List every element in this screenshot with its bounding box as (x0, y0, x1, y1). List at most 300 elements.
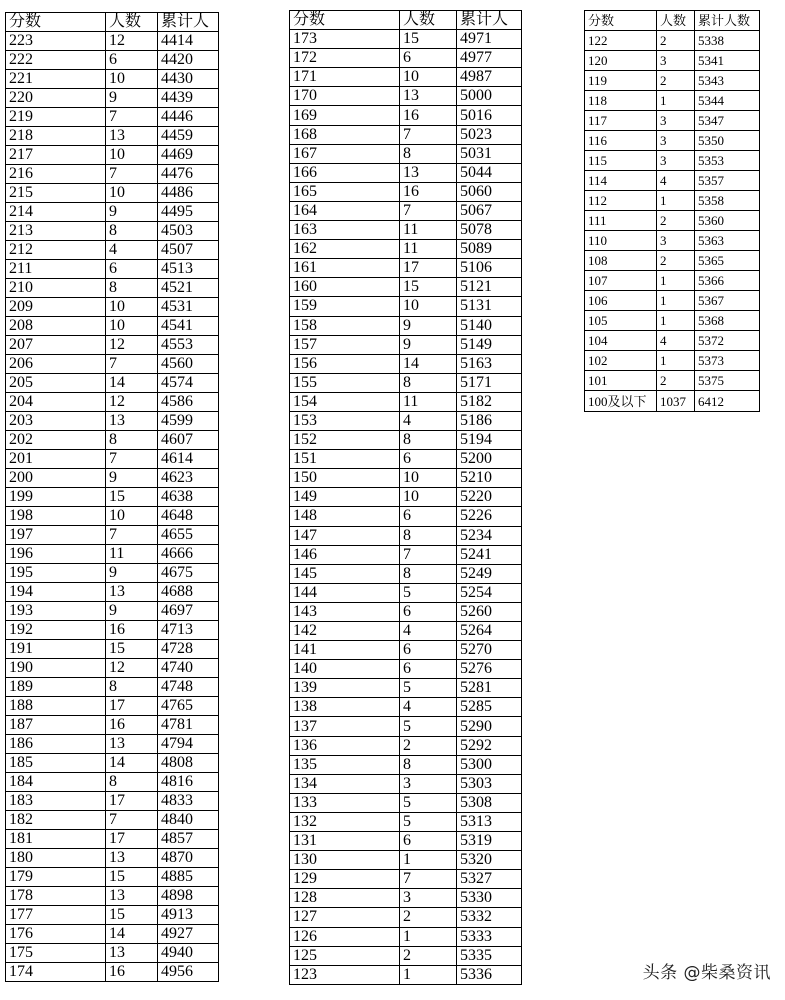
count-cell: 1 (657, 271, 695, 291)
table-row (6, 127, 219, 146)
table-row (6, 564, 219, 583)
table-row (6, 51, 219, 70)
count-cell: 2 (657, 31, 695, 51)
score-cell: 188 (6, 697, 106, 716)
count-cell: 2 (657, 71, 695, 91)
cumulative-cell: 5372 (695, 331, 760, 351)
table-row (290, 182, 522, 201)
count-cell: 10 (106, 298, 158, 317)
table-row (290, 602, 522, 621)
count-cell: 8 (400, 144, 457, 163)
table-row (6, 887, 219, 906)
count-cell: 3 (657, 231, 695, 251)
cumulative-cell: 6412 (695, 391, 760, 412)
score-cell: 219 (6, 108, 106, 127)
table-row (290, 431, 522, 450)
table-row (290, 87, 522, 106)
table-row (585, 251, 760, 271)
table-row (290, 832, 522, 851)
cumulative-cell: 5000 (457, 87, 522, 106)
cumulative-cell: 5353 (695, 151, 760, 171)
count-cell: 15 (106, 640, 158, 659)
count-cell: 16 (106, 621, 158, 640)
count-cell: 7 (106, 108, 158, 127)
count-cell: 7 (400, 870, 457, 889)
cumulative-cell: 4513 (158, 260, 219, 279)
score-cell: 191 (6, 640, 106, 659)
score-cell: 139 (290, 679, 400, 698)
score-cell: 150 (290, 469, 400, 488)
score-cell: 194 (6, 583, 106, 602)
score-cell: 165 (290, 182, 400, 201)
score-cell: 161 (290, 259, 400, 278)
table-row (6, 260, 219, 279)
table-row (290, 698, 522, 717)
count-cell: 6 (400, 641, 457, 660)
score-cell: 164 (290, 201, 400, 220)
score-cell: 143 (290, 602, 400, 621)
cumulative-cell: 5285 (457, 698, 522, 717)
count-cell: 8 (106, 222, 158, 241)
count-cell: 2 (400, 946, 457, 965)
cumulative-cell: 5067 (457, 201, 522, 220)
score-cell: 135 (290, 755, 400, 774)
cumulative-cell: 4439 (158, 89, 219, 108)
score-cell: 197 (6, 526, 106, 545)
cumulative-cell: 5375 (695, 371, 760, 391)
cumulative-cell: 5078 (457, 221, 522, 240)
count-cell: 14 (106, 754, 158, 773)
count-cell: 10 (400, 488, 457, 507)
count-cell: 14 (106, 374, 158, 393)
table-row (290, 774, 522, 793)
score-cell: 138 (290, 698, 400, 717)
table-row (6, 545, 219, 564)
table-row (6, 963, 219, 982)
count-cell: 3 (657, 151, 695, 171)
table-row (585, 71, 760, 91)
score-cell: 111 (585, 211, 657, 231)
table-row (585, 191, 760, 211)
score-cell: 146 (290, 545, 400, 564)
cumulative-cell: 5140 (457, 316, 522, 335)
count-cell: 3 (657, 51, 695, 71)
count-cell: 13 (106, 735, 158, 754)
cumulative-cell: 4808 (158, 754, 219, 773)
score-cell: 154 (290, 392, 400, 411)
score-cell: 215 (6, 184, 106, 203)
table-row (290, 526, 522, 545)
cumulative-cell: 5367 (695, 291, 760, 311)
count-cell: 4 (657, 171, 695, 191)
cumulative-cell: 5327 (457, 870, 522, 889)
count-cell: 10 (106, 146, 158, 165)
count-cell: 17 (106, 792, 158, 811)
count-cell: 6 (400, 660, 457, 679)
table-row (290, 49, 522, 68)
score-cell: 169 (290, 106, 400, 125)
table-row (6, 146, 219, 165)
score-cell: 185 (6, 754, 106, 773)
score-cell: 125 (290, 946, 400, 965)
table-row (585, 151, 760, 171)
score-cell: 220 (6, 89, 106, 108)
count-cell: 1 (657, 91, 695, 111)
cumulative-cell: 5220 (457, 488, 522, 507)
cumulative-cell: 4666 (158, 545, 219, 564)
table-row (290, 488, 522, 507)
table-row (290, 30, 522, 49)
score-cell: 100及以下 (585, 391, 657, 412)
score-cell: 137 (290, 717, 400, 736)
score-cell: 180 (6, 849, 106, 868)
cumulative-cell: 4586 (158, 393, 219, 412)
table-row (290, 450, 522, 469)
score-cell: 207 (6, 336, 106, 355)
score-cell: 129 (290, 870, 400, 889)
score-cell: 177 (6, 906, 106, 925)
cumulative-cell: 5149 (457, 335, 522, 354)
count-cell: 4 (400, 698, 457, 717)
count-cell: 15 (400, 30, 457, 49)
count-cell: 13 (106, 944, 158, 963)
count-cell: 13 (106, 127, 158, 146)
table-row (585, 111, 760, 131)
score-cell: 117 (585, 111, 657, 131)
cumulative-cell: 5270 (457, 641, 522, 660)
score-cell: 175 (6, 944, 106, 963)
cumulative-cell: 5254 (457, 583, 522, 602)
table-row (290, 965, 522, 984)
score-cell: 141 (290, 641, 400, 660)
table-row (585, 351, 760, 371)
count-cell: 8 (106, 279, 158, 298)
table-row (6, 165, 219, 184)
count-cell: 2 (400, 908, 457, 927)
count-cell: 9 (106, 203, 158, 222)
table-row (290, 144, 522, 163)
table-row (290, 946, 522, 965)
table-row (6, 374, 219, 393)
cumulative-cell: 5264 (457, 622, 522, 641)
cumulative-cell: 5347 (695, 111, 760, 131)
table-row (290, 545, 522, 564)
count-cell: 7 (400, 125, 457, 144)
count-cell: 8 (400, 431, 457, 450)
count-cell: 10 (400, 68, 457, 87)
table-row (6, 716, 219, 735)
table-row (6, 602, 219, 621)
count-cell: 13 (106, 887, 158, 906)
cumulative-cell: 5330 (457, 889, 522, 908)
cumulative-cell: 4977 (457, 49, 522, 68)
cumulative-cell: 4971 (457, 30, 522, 49)
score-cell: 112 (585, 191, 657, 211)
table-row (6, 678, 219, 697)
cumulative-cell: 5241 (457, 545, 522, 564)
score-table-3 (584, 10, 760, 412)
cumulative-cell: 5276 (457, 660, 522, 679)
count-cell: 6 (400, 450, 457, 469)
table-row (6, 526, 219, 545)
table-row (585, 231, 760, 251)
table-row (6, 697, 219, 716)
cumulative-cell: 4956 (158, 963, 219, 982)
table-row (585, 391, 760, 412)
score-cell: 202 (6, 431, 106, 450)
cumulative-cell: 4794 (158, 735, 219, 754)
table-row (290, 812, 522, 831)
table-row (585, 211, 760, 231)
cumulative-cell: 4476 (158, 165, 219, 184)
score-cell: 184 (6, 773, 106, 792)
score-cell: 118 (585, 91, 657, 111)
count-cell: 10 (106, 70, 158, 89)
count-cell: 5 (400, 583, 457, 602)
cumulative-cell: 5358 (695, 191, 760, 211)
cumulative-cell: 4913 (158, 906, 219, 925)
count-cell: 8 (400, 564, 457, 583)
cumulative-cell: 4495 (158, 203, 219, 222)
cumulative-cell: 4521 (158, 279, 219, 298)
table-row (6, 811, 219, 830)
cumulative-cell: 5200 (457, 450, 522, 469)
cumulative-cell: 4655 (158, 526, 219, 545)
count-cell: 9 (106, 602, 158, 621)
table-row (6, 906, 219, 925)
score-cell: 126 (290, 927, 400, 946)
header-count: 人数 (400, 11, 457, 30)
table-row (290, 717, 522, 736)
count-cell: 14 (106, 925, 158, 944)
score-cell: 116 (585, 131, 657, 151)
table-row (6, 849, 219, 868)
cumulative-cell: 5182 (457, 392, 522, 411)
count-cell: 5 (400, 812, 457, 831)
count-cell: 11 (106, 545, 158, 564)
table-row (290, 221, 522, 240)
score-cell: 221 (6, 70, 106, 89)
count-cell: 10 (106, 317, 158, 336)
cumulative-cell: 4553 (158, 336, 219, 355)
cumulative-cell: 4697 (158, 602, 219, 621)
cumulative-cell: 4781 (158, 716, 219, 735)
score-cell: 131 (290, 832, 400, 851)
count-cell: 2 (400, 736, 457, 755)
count-cell: 12 (106, 659, 158, 678)
table-row (585, 271, 760, 291)
header-row (585, 11, 760, 31)
count-cell: 1 (657, 311, 695, 331)
count-cell: 8 (400, 526, 457, 545)
table-row (6, 450, 219, 469)
cumulative-cell: 5357 (695, 171, 760, 191)
header-row (6, 13, 219, 32)
count-cell: 16 (400, 182, 457, 201)
table-row (6, 583, 219, 602)
score-cell: 187 (6, 716, 106, 735)
table-row (290, 259, 522, 278)
table-row (290, 908, 522, 927)
table-row (290, 297, 522, 316)
count-cell: 1 (400, 927, 457, 946)
score-cell: 120 (585, 51, 657, 71)
score-cell: 151 (290, 450, 400, 469)
table-row (290, 927, 522, 946)
count-cell: 12 (106, 32, 158, 51)
score-cell: 133 (290, 793, 400, 812)
cumulative-cell: 5089 (457, 240, 522, 259)
cumulative-cell: 4713 (158, 621, 219, 640)
header-row (290, 11, 522, 30)
cumulative-cell: 5336 (457, 965, 522, 984)
count-cell: 1 (657, 351, 695, 371)
cumulative-cell: 4599 (158, 412, 219, 431)
score-cell: 157 (290, 335, 400, 354)
table-row (6, 792, 219, 811)
cumulative-cell: 4940 (158, 944, 219, 963)
score-cell: 176 (6, 925, 106, 944)
cumulative-cell: 5360 (695, 211, 760, 231)
count-cell: 3 (657, 111, 695, 131)
score-cell: 140 (290, 660, 400, 679)
score-cell: 212 (6, 241, 106, 260)
cumulative-cell: 5320 (457, 851, 522, 870)
score-cell: 211 (6, 260, 106, 279)
cumulative-cell: 5366 (695, 271, 760, 291)
score-cell: 209 (6, 298, 106, 317)
score-cell: 201 (6, 450, 106, 469)
count-cell: 16 (106, 716, 158, 735)
table-row (290, 583, 522, 602)
count-cell: 11 (400, 240, 457, 259)
score-cell: 189 (6, 678, 106, 697)
count-cell: 10 (106, 507, 158, 526)
score-cell: 200 (6, 469, 106, 488)
score-cell: 110 (585, 231, 657, 251)
table-row (290, 373, 522, 392)
cumulative-cell: 4898 (158, 887, 219, 906)
count-cell: 12 (106, 393, 158, 412)
score-cell: 160 (290, 278, 400, 297)
count-cell: 2 (657, 371, 695, 391)
score-cell: 105 (585, 311, 657, 331)
cumulative-cell: 4531 (158, 298, 219, 317)
table-row (6, 89, 219, 108)
count-cell: 7 (106, 450, 158, 469)
cumulative-cell: 4840 (158, 811, 219, 830)
count-cell: 7 (400, 201, 457, 220)
table-row (290, 335, 522, 354)
table-row (585, 31, 760, 51)
count-cell: 10 (106, 184, 158, 203)
count-cell: 7 (106, 355, 158, 374)
cumulative-cell: 5106 (457, 259, 522, 278)
score-cell: 179 (6, 868, 106, 887)
count-cell: 7 (106, 811, 158, 830)
score-cell: 114 (585, 171, 657, 191)
score-cell: 170 (290, 87, 400, 106)
count-cell: 5 (400, 793, 457, 812)
count-cell: 12 (106, 336, 158, 355)
score-cell: 223 (6, 32, 106, 51)
table-row (6, 317, 219, 336)
table-row (290, 201, 522, 220)
table-row (290, 469, 522, 488)
count-cell: 4 (657, 331, 695, 351)
cumulative-cell: 4446 (158, 108, 219, 127)
table-row (290, 870, 522, 889)
table-row (290, 392, 522, 411)
table-row (290, 106, 522, 125)
score-cell: 172 (290, 49, 400, 68)
count-cell: 11 (400, 392, 457, 411)
count-cell: 8 (400, 373, 457, 392)
count-cell: 11 (400, 221, 457, 240)
table-row (6, 431, 219, 450)
count-cell: 6 (106, 51, 158, 70)
count-cell: 4 (106, 241, 158, 260)
table-row (290, 736, 522, 755)
score-cell: 142 (290, 622, 400, 641)
score-cell: 203 (6, 412, 106, 431)
table-row (290, 660, 522, 679)
count-cell: 15 (400, 278, 457, 297)
count-cell: 1 (400, 851, 457, 870)
count-cell: 15 (106, 906, 158, 925)
cumulative-cell: 4560 (158, 355, 219, 374)
count-cell: 2 (657, 251, 695, 271)
score-cell: 101 (585, 371, 657, 391)
score-cell: 182 (6, 811, 106, 830)
cumulative-cell: 4987 (457, 68, 522, 87)
count-cell: 6 (400, 507, 457, 526)
count-cell: 13 (106, 412, 158, 431)
cumulative-cell: 4816 (158, 773, 219, 792)
count-cell: 3 (400, 889, 457, 908)
cumulative-cell: 4503 (158, 222, 219, 241)
cumulative-cell: 5303 (457, 774, 522, 793)
table-row (290, 68, 522, 87)
header-cumulative: 累计人 (158, 13, 219, 32)
score-table-1 (5, 12, 219, 982)
score-cell: 104 (585, 331, 657, 351)
count-cell: 17 (106, 697, 158, 716)
count-cell: 13 (400, 87, 457, 106)
table-row (6, 203, 219, 222)
cumulative-cell: 4420 (158, 51, 219, 70)
count-cell: 10 (400, 469, 457, 488)
table-row (6, 184, 219, 203)
cumulative-cell: 4833 (158, 792, 219, 811)
cumulative-cell: 4870 (158, 849, 219, 868)
score-cell: 218 (6, 127, 106, 146)
table-row (6, 735, 219, 754)
cumulative-cell: 5333 (457, 927, 522, 946)
table-row (6, 32, 219, 51)
table-row (290, 411, 522, 430)
table-row (6, 241, 219, 260)
table-row (585, 311, 760, 331)
count-cell: 3 (657, 131, 695, 151)
table-row (290, 679, 522, 698)
cumulative-cell: 4885 (158, 868, 219, 887)
table-row (6, 298, 219, 317)
score-cell: 195 (6, 564, 106, 583)
count-cell: 6 (400, 49, 457, 68)
score-cell: 130 (290, 851, 400, 870)
score-cell: 132 (290, 812, 400, 831)
